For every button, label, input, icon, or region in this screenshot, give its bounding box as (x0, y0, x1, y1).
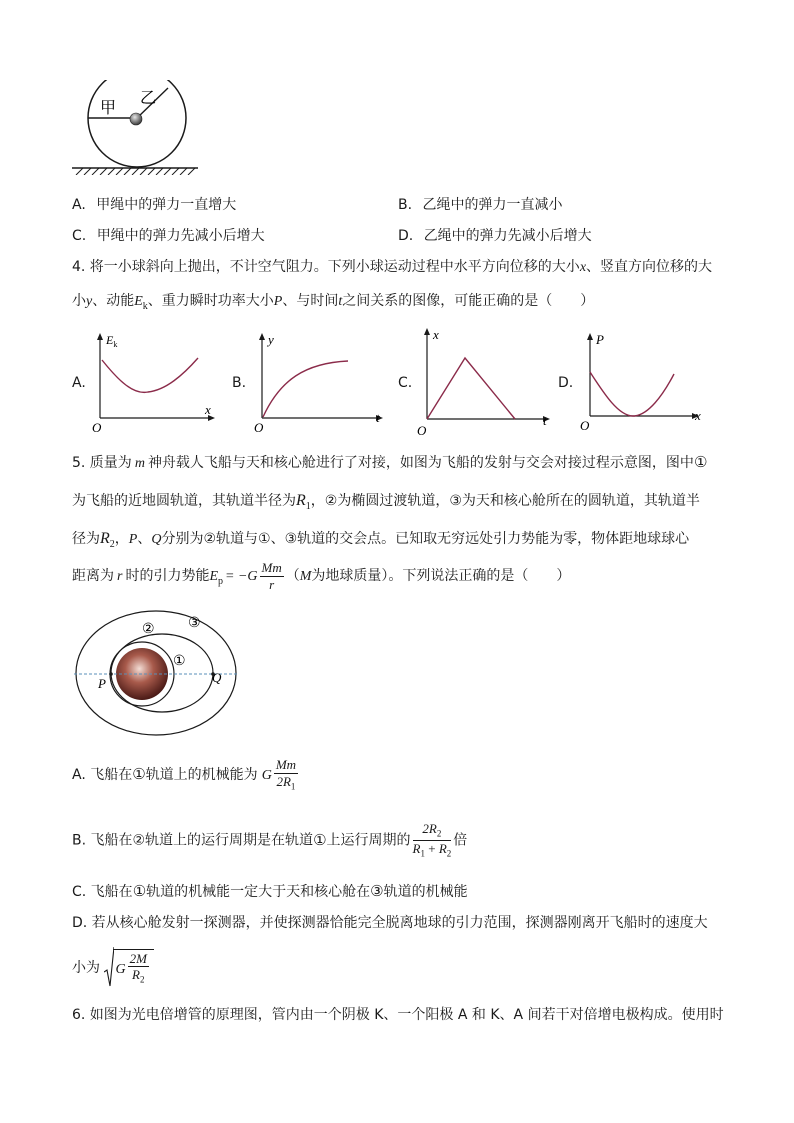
origin-label: O (254, 420, 264, 435)
q4-option-d-letter[interactable]: D. (558, 375, 574, 391)
option-text: 乙绳中的弹力先减小后增大 (423, 228, 592, 244)
label-q: Q (212, 670, 222, 685)
q5-option-c[interactable]: C. 飞船在①轨道的机械能一定大于天和核心舱在③轨道的机械能 (72, 882, 468, 900)
q3-figure (70, 80, 200, 175)
q3-option-a[interactable] (72, 194, 236, 214)
sqrt-expression: G $\frac{2M}{R_2}$ (104, 946, 153, 988)
option-letter: D. (398, 228, 414, 244)
curve-p-x (590, 372, 674, 416)
ball (130, 113, 142, 125)
q3-option-b[interactable] (398, 194, 563, 214)
q5-stem-line3: 径为$R_2$，P、Q分别为②轨道与①、③轨道的交会点。已知取无穷远处引力势能为零，物体距地球球心 (72, 530, 690, 550)
q4-graph-a[interactable] (88, 330, 218, 435)
option-letter: B. (398, 197, 413, 213)
curve-x-t (427, 358, 515, 419)
label-yi: 乙 (140, 90, 157, 107)
curve-ek-x (102, 358, 198, 392)
option-letter: C. (72, 228, 87, 244)
option-text: 甲绳中的弹力先减小后增大 (96, 228, 265, 244)
q4-graph-c[interactable] (415, 325, 555, 438)
label-orbit-3: ③ (188, 616, 201, 631)
q3-option-d[interactable] (398, 225, 592, 245)
q4-graph-b[interactable] (250, 330, 388, 435)
option-letter: A. (72, 197, 86, 213)
ground-hatch (76, 168, 195, 175)
option-text: 甲绳中的弹力一直增大 (96, 197, 237, 213)
q4-option-c-letter[interactable]: C. (398, 375, 413, 391)
origin-label: O (92, 420, 102, 435)
q5-stem-line1: 5. 质量为 m 神舟载人飞船与天和核心舱进行了对接，如图为飞船的发射与交会对接过程示意图，图中① (72, 453, 708, 471)
q5-stem-line4: 距离为 r 时的引力势能$E_p = -G$ $\frac{Mm}{r}$ （M为地球质量）。下列说法正确的是（ ） (72, 560, 571, 592)
axis-y-label: x (433, 327, 439, 342)
origin-label: O (417, 423, 427, 438)
axis-y-label: y (268, 332, 274, 347)
curve-y-t (263, 361, 348, 417)
q5-option-d-line2[interactable]: 小为 G $\frac{2M}{R_2}$ (72, 946, 154, 988)
q4-graph-d[interactable] (578, 330, 708, 435)
origin-label: O (580, 418, 590, 433)
q4-stem-line1: 4. 将一小球斜向上抛出，不计空气阻力。下列小球运动过程中水平方向位移的大小x、竖直方向位移的大 (72, 259, 713, 275)
q4-option-a-letter[interactable]: A. (72, 375, 86, 391)
q4-option-b-letter[interactable]: B. (232, 375, 247, 391)
q5-option-b[interactable]: B. 飞船在②轨道上的运行周期是在轨道①上运行周期的 $\frac{2R_2}{R_1 + R_2}$ 倍 (72, 821, 468, 859)
q6-stem-line1: 6. 如图为光电倍增管的原理图，管内由一个阴极 K、一个阳极 A 和 K、A 间若干对倍增电极构成。使用时 (72, 1007, 724, 1023)
q3-option-c[interactable] (72, 225, 265, 245)
axis-y-label: $E_k$ (106, 333, 118, 349)
axis-x-label: t (376, 410, 380, 425)
option-text: 乙绳中的弹力一直减小 (422, 197, 563, 213)
q5-option-d-line1[interactable]: D. 若从核心舱发射一探测器，并使探测器恰能完全脱离地球的引力范围，探测器刚离开飞船时的速度大 (72, 915, 708, 931)
q5-stem-line2: 为飞船的近地圆轨道，其轨道半径为$R_1$，②为椭圆过渡轨道，③为天和核心舱所在的圆轨道，其轨道半 (72, 492, 700, 512)
axis-x-label: x (205, 402, 211, 417)
q5-orbit-figure (70, 610, 240, 740)
label-orbit-2: ② (142, 622, 155, 637)
axis-x-label: t (543, 413, 547, 428)
label-orbit-1: ① (173, 654, 186, 669)
q4-stem-line2: 小y、动能$E_k$、重力瞬时功率大小P、与时间t之间关系的图像，可能正确的是（ ） (72, 293, 595, 312)
axis-x-label: x (695, 408, 701, 423)
q5-option-a[interactable]: A. 飞船在①轨道上的机械能为 G $\frac{Mm}{2R_1}$ (72, 757, 297, 792)
label-p: P (98, 676, 106, 691)
point-p (109, 672, 113, 676)
label-jia: 甲 (100, 100, 117, 117)
axis-y-label: P (596, 332, 604, 347)
